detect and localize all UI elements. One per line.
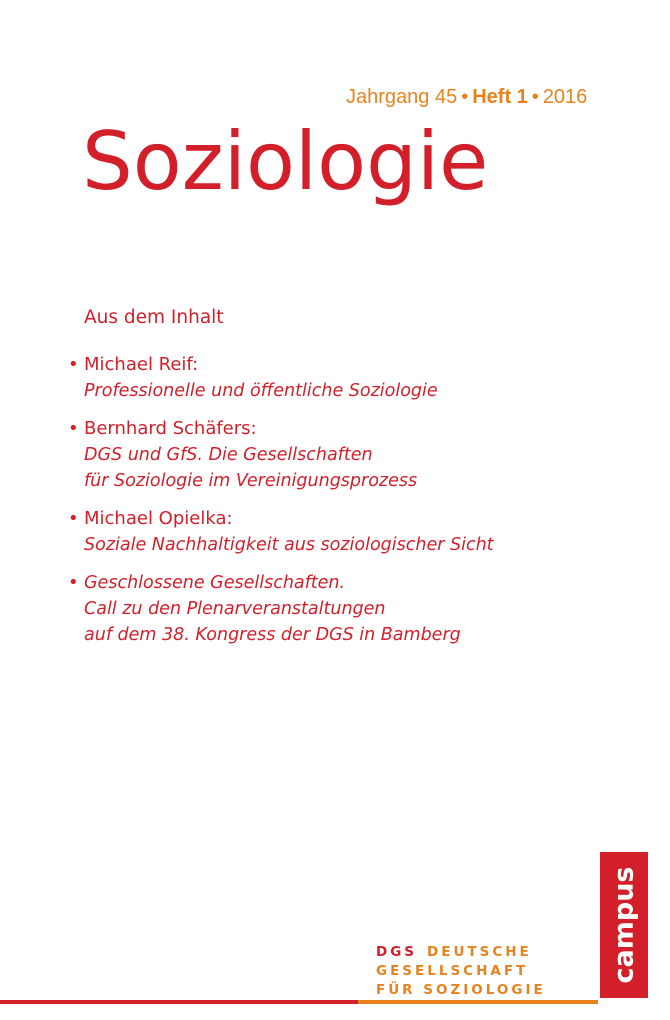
dgs-logo-text: DEUTSCHE <box>427 944 532 960</box>
issue-separator: • <box>461 86 469 108</box>
bullet: • <box>68 572 79 593</box>
dgs-logo-text: FÜR SOZIOLOGIE <box>376 982 546 998</box>
contents-entry <box>68 416 628 494</box>
bullet: • <box>68 354 79 375</box>
entry-author: Michael Opielka: <box>84 508 233 529</box>
entry-title-line: Soziale Nachhaltigkeit aus soziologischer Sicht <box>84 535 494 555</box>
entry-title-line: Professionelle und öffentliche Soziologie <box>84 381 438 401</box>
bottom-rule-red <box>0 1000 358 1004</box>
contents-entry <box>68 352 628 404</box>
entry-title-line: auf dem 38. Kongress der DGS in Bamberg <box>84 625 461 645</box>
publisher-name: campus <box>608 866 640 984</box>
dgs-society-logo <box>376 943 546 1000</box>
dgs-logo-text: GESELLSCHAFT <box>376 963 529 979</box>
entry-title-line: DGS und GfS. Die Gesellschaften <box>84 445 373 465</box>
entry-title-line: Geschlossene Gesellschaften. <box>84 573 346 593</box>
entry-title-line: Call zu den Plenarveranstaltungen <box>84 599 386 619</box>
contents-heading: Aus dem Inhalt <box>84 307 224 328</box>
bullet: • <box>68 508 79 529</box>
issue-year: 2016 <box>542 86 588 108</box>
bullet: • <box>68 418 79 439</box>
entry-title-line: für Soziologie im Vereinigungsprozess <box>84 471 418 491</box>
issue-number: Heft 1 <box>472 86 528 108</box>
bottom-rule-orange <box>358 1000 598 1004</box>
publisher-logo <box>600 852 648 998</box>
contents-entry <box>68 506 628 558</box>
dgs-logo-line-1 <box>376 943 546 962</box>
issue-separator: • <box>531 86 539 108</box>
entry-author: Bernhard Schäfers: <box>84 418 257 439</box>
journal-title: Soziologie <box>82 115 489 208</box>
issue-line <box>346 86 587 109</box>
entry-author: Michael Reif: <box>84 354 199 375</box>
issue-volume: Jahrgang 45 <box>346 86 458 108</box>
dgs-abbreviation: DGS <box>376 944 418 960</box>
contents-list <box>68 352 628 660</box>
contents-entry <box>68 570 628 648</box>
